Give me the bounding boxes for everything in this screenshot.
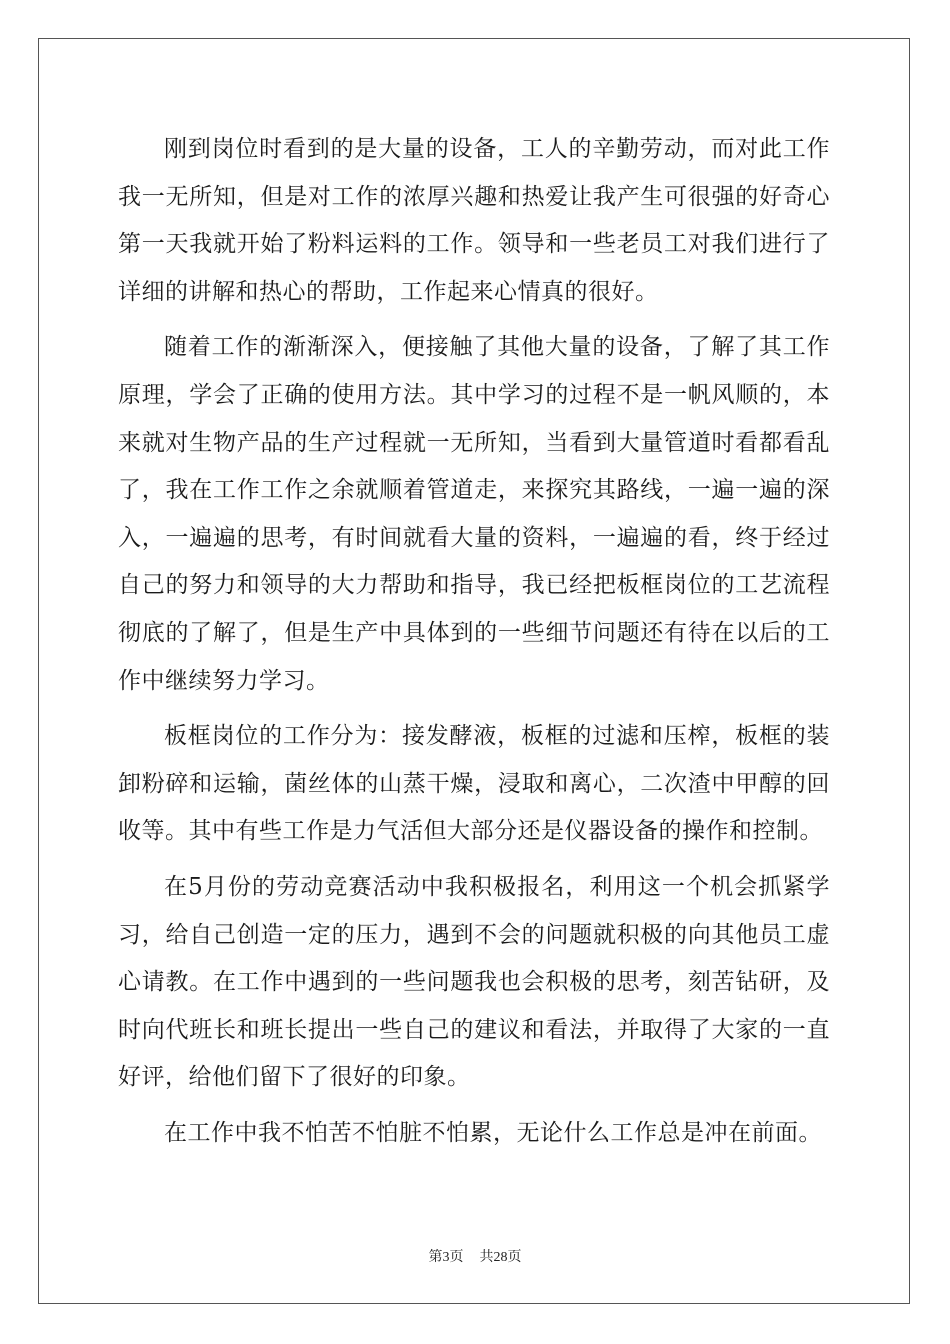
paragraph-4: 在5月份的劳动竞赛活动中我积极报名，利用这一个机会抓紧学习，给自己创造一定的压力，遇到不会的问题就积极的向其他员工虚心请教。在工作中遇到的一些问题我也会积极的思考，刻苦钻研，及时向代班长和班长提出一些自己的建议和看法，并取得了大家的一直好评，给他们留下了很好的印象。 (118, 873, 830, 1091)
page-footer (0, 1246, 950, 1266)
paragraph-1: 刚到岗位时看到的是大量的设备，工人的辛勤劳动，而对此工作我一无所知，但是对工作的浓厚兴趣和热爱让我产生可很强的好奇心第一天我就开始了粉料运料的工作。领导和一些老员工对我们进行了详细的讲解和热心的帮助，工作起来心情真的很好。 (118, 136, 830, 305)
paragraph-2: 随着工作的渐渐深入，便接触了其他大量的设备，了解了其工作原理，学会了正确的使用方法。其中学习的过程不是一帆风顺的，本来就对生物产品的生产过程就一无所知，当看到大量管道时看都看乱了，我在工作工作之余就顺着管道走，来探究其路线，一遍一遍的深入，一遍遍的思考，有时间就看大量的资料，一遍遍的看，终于经过自己的努力和领导的大力帮助和指导，我已经把板框岗位的工艺流程彻底的了解了，但是生产中具体到的一些细节问题还有待在以后的工作中继续努力学习。 (118, 334, 830, 694)
document-body (118, 126, 830, 1165)
paragraph-3: 板框岗位的工作分为：接发酵液，板框的过滤和压榨，板框的装卸粉碎和运输，菌丝体的山蒸干燥，浸取和离心，二次渣中甲醇的回收等。其中有些工作是力气活但大部分还是仪器设备的操作和控制。 (118, 723, 830, 845)
page-number: 第3页 (428, 1250, 464, 1265)
paragraph-5: 在工作中我不怕苦不怕脏不怕累，无论什么工作总是冲在前面。 (164, 1119, 822, 1146)
page-total: 共28页 (479, 1250, 522, 1265)
